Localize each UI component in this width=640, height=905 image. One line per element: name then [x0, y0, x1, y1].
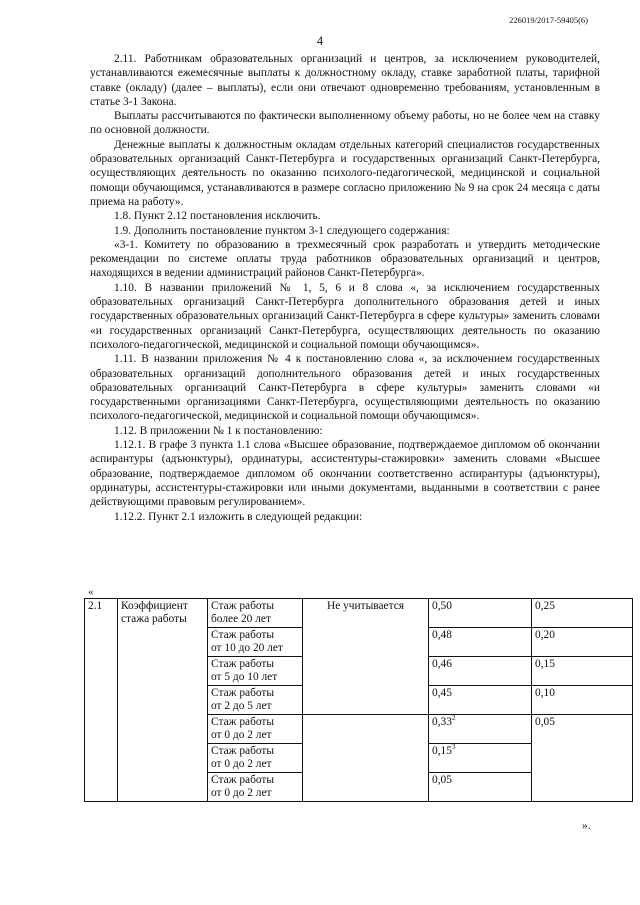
paragraph-1-8: 1.8. Пункт 2.12 постановления исключить. [114, 210, 321, 223]
experience-label: Стаж работы [211, 745, 275, 757]
paragraph-money-payments: Денежные выплаты к должностным окладам отдельных категорий специалистов государственных образовательных организаций Санкт-Петербурга и государственных организаций Санкт-Петербурга, осуществляющих деятельность по оказанию психолого-педагогической, медицинской и социальной помощи обучающимся, устанавливаются в размере согласно приложению № 9 на срок 24 месяца с даты приема на работу». [90, 138, 600, 208]
work-experience-cell [208, 599, 303, 628]
work-experience-cell [208, 773, 303, 802]
paragraph-2-11: 2.11. Работникам образовательных организаций и центров, за исключением руководителей, устанавливаются ежемесячные выплаты к должностному окладу, ставке заработной платы, тарифной ставке (окладу) (далее – выплаты), если они отвечают одновременно требованиям, установленным в статье 3-1 Закона. [90, 53, 600, 108]
coefficient-value: 0,05 [432, 774, 452, 786]
experience-range: от 0 до 2 лет [211, 729, 272, 741]
paragraph-payments: Выплаты рассчитываются по фактически выполненному объему работы, но не более чем на ставку по основной должности. [90, 110, 600, 137]
document-id: 226019/2017-59405(6) [509, 15, 588, 25]
coefficient-value-alt-cell: 0,10 [532, 686, 633, 715]
table-row [85, 599, 633, 628]
coefficient-value-cell [429, 657, 532, 686]
experience-label: Стаж работы [211, 716, 275, 728]
education-empty-cell [303, 715, 429, 802]
work-experience-cell [208, 628, 303, 657]
opening-quote: « [88, 586, 94, 598]
experience-range: от 5 до 10 лет [211, 671, 278, 683]
work-experience-cell [208, 744, 303, 773]
coefficient-value: 0,33 [432, 716, 452, 728]
paragraph-1-12: 1.12. В приложении № 1 к постановлению: [114, 424, 323, 437]
coefficient-value: 0,48 [432, 629, 452, 641]
experience-label: Стаж работы [211, 600, 275, 612]
closing-quote: ». [582, 820, 591, 832]
work-experience-cell [208, 686, 303, 715]
education-cell: Не учитывается [303, 599, 429, 715]
coefficient-value: 0,50 [432, 600, 452, 612]
coefficient-value-cell [429, 686, 532, 715]
paragraph-1-9: 1.9. Дополнить постановление пунктом 3-1 следующего содержания: [114, 224, 450, 237]
coefficient-value: 0,46 [432, 658, 452, 670]
footnote-marker: 2 [451, 714, 456, 722]
coefficient-value-cell [429, 715, 532, 744]
page-number: 4 [316, 34, 324, 48]
indicator-name-cell: Коэффициент стажа работы [118, 599, 208, 802]
coefficient-value-alt-merged-cell: 0,05 [532, 715, 633, 802]
coefficient-value-cell [429, 599, 532, 628]
paragraph-1-10: 1.10. В названии приложений № 1, 5, 6 и 8 слова «, за исключением государственных образовательных организаций Санкт-Петербурга дополнительного образования детей и иных государственных образовательных организаций Санкт-Петербурга в сфере культуры» заменить словами «и государственных организаций Санкт-Петербурга, осуществляющих деятельность по оказанию психолого-педагогической, медицинской и социальной помощи обучающимся». [90, 281, 600, 351]
experience-range: от 2 до 5 лет [211, 700, 272, 712]
paragraph-1-11: 1.11. В названии приложения № 4 к постановлению слова «, за исключением государственных образовательных организаций дополнительного образования детей и иных государственных образовательных организаций Санкт-Петербурга в сфере культуры» заменить словами «и государственными организациями Санкт-Петербурга, осуществляющими деятельность по оказанию психолого-педагогической, медицинской и социальной помощи обучающимся». [90, 353, 600, 423]
experience-label: Стаж работы [211, 658, 275, 670]
coefficient-value-alt-cell: 0,25 [532, 599, 633, 628]
experience-label: Стаж работы [211, 774, 275, 786]
experience-label: Стаж работы [211, 629, 275, 641]
experience-range: более 20 лет [211, 613, 271, 625]
coefficient-value: 0,45 [432, 687, 452, 699]
coefficient-table [84, 598, 633, 802]
work-experience-cell [208, 657, 303, 686]
coefficient-value-alt-cell: 0,15 [532, 657, 633, 686]
paragraph-3-1: «3-1. Комитету по образованию в трехмесячный срок разработать и утвердить методические рекомендации по системе оплаты труда работников образовательных организаций и центров, находящихся в ведении администраций районов Санкт-Петербурга». [90, 238, 600, 280]
paragraph-1-12-1: 1.12.1. В графе 3 пункта 1.1 слова «Высшее образование, подтверждаемое дипломом об окончании аспирантуры (адъюнктуры), ординатуры, ассистентуры-стажировки» заменить словами «Высшее образование, подтверждаемое дипломом об окончании соответственно аспирантуры (адъюнктуры), ординатуры, ассистентуры-стажировки или иными документами, выданными в соответствии с ранее действующими правовым регулированием». [90, 439, 600, 509]
work-experience-cell [208, 715, 303, 744]
experience-range: от 10 до 20 лет [211, 642, 283, 654]
coefficient-value-alt-cell: 0,20 [532, 628, 633, 657]
coefficient-value-cell [429, 744, 532, 773]
experience-label: Стаж работы [211, 687, 275, 699]
coefficient-value-cell [429, 773, 532, 802]
coefficient-value: 0,15 [432, 745, 452, 757]
footnote-marker: 3 [451, 743, 456, 751]
document-body [90, 52, 600, 524]
item-number-cell: 2.1 [85, 599, 118, 802]
experience-range: от 0 до 2 лет [211, 758, 272, 770]
experience-range: от 0 до 2 лет [211, 787, 272, 799]
paragraph-1-12-2: 1.12.2. Пункт 2.1 изложить в следующей редакции: [114, 510, 363, 523]
coefficient-value-cell [429, 628, 532, 657]
